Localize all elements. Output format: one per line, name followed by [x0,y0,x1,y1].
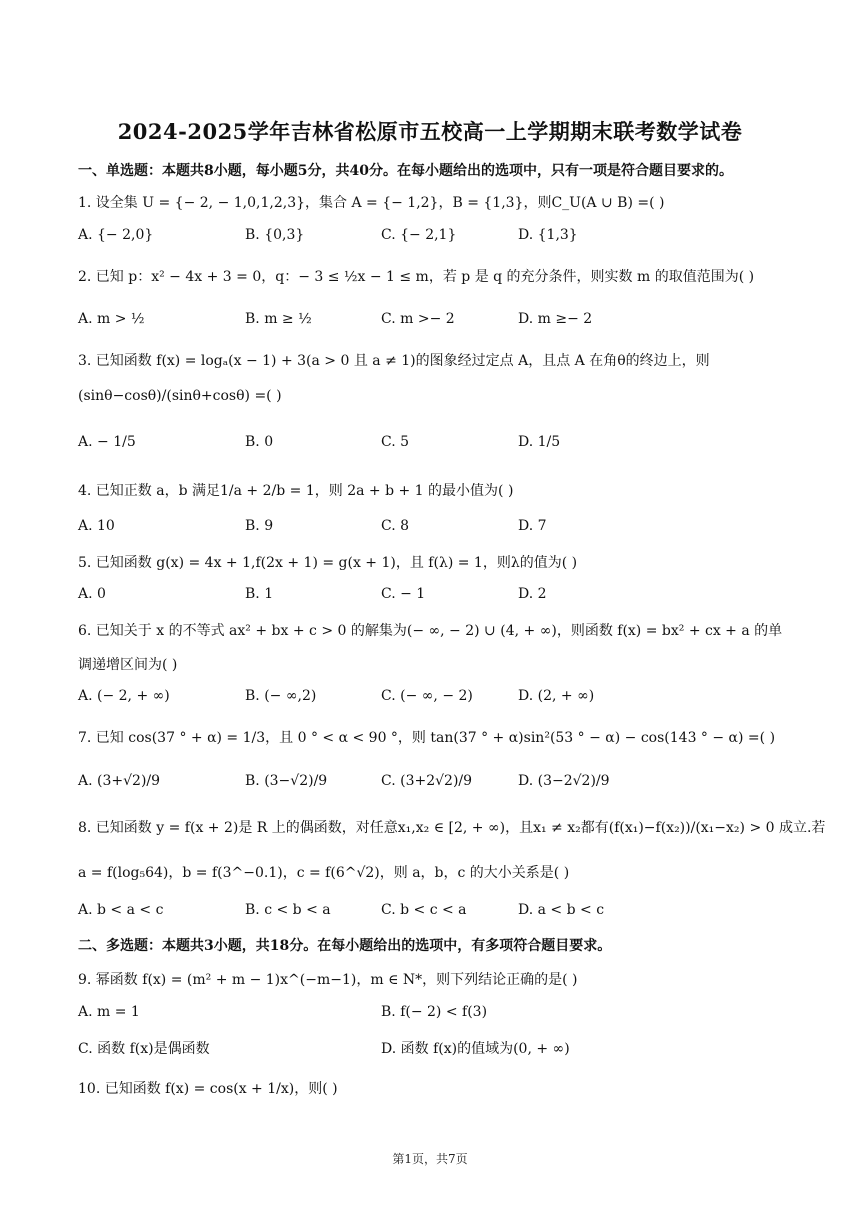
question-6: 6. 已知关于 x 的不等式 ax² + bx + c > 0 的解集为(− ∞, − 2) ∪ (4, + ∞)，则函数 f(x) = bx² + cx + a 的单 [78,623,783,639]
q4-option-d: D. 7 [518,518,547,534]
q6-option-c: C. (− ∞, − 2) [381,688,473,704]
q7-option-b: B. (3−√2)/9 [245,773,328,789]
q4-option-c: C. 8 [381,518,410,534]
q6-option-b: B. (− ∞,2) [245,688,317,704]
q9-option-b: B. f(− 2) < f(3) [381,1004,488,1020]
question-2: 2. 已知 p：x² − 4x + 3 = 0，q：− 3 ≤ ½x − 1 ≤ m，若 p 是 q 的充分条件，则实数 m 的取值范围为( ) [78,269,755,285]
q6-option-a: A. (− 2, + ∞) [78,688,170,704]
q8-option-b: B. c < b < a [245,902,331,918]
q1-option-b: B. {0,3} [245,227,305,243]
question-6-line-2: 调递增区间为( ) [78,657,178,673]
question-10: 10. 已知函数 f(x) = cos(x + 1/x)，则( ) [78,1081,338,1097]
question-4: 4. 已知正数 a，b 满足1/a + 2/b = 1，则 2a + b + 1 的最小值为( ) [78,483,514,499]
q9-option-a: A. m = 1 [78,1004,140,1020]
q1-option-d: D. {1,3} [518,227,578,243]
exam-title: 2024-2025学年吉林省松原市五校高一上学期期末联考数学试卷 [117,119,743,144]
question-3-line-2: (sinθ−cosθ)/(sinθ+cosθ) =( ) [78,388,282,404]
q3-option-b: B. 0 [245,434,274,450]
q4-option-a: A. 10 [78,518,115,534]
q9-option-d: D. 函数 f(x)的值域为(0, + ∞) [381,1041,570,1057]
q7-option-a: A. (3+√2)/9 [78,773,161,789]
question-3: 3. 已知函数 f(x) = logₐ(x − 1) + 3(a > 0 且 a ≠ 1)的图象经过定点 A，且点 A 在角θ的终边上，则 [78,353,710,369]
q2-option-c: C. m >− 2 [381,311,455,327]
q3-option-d: D. 1/5 [518,434,561,450]
q4-option-b: B. 9 [245,518,274,534]
q8-option-c: C. b < c < a [381,902,467,918]
q9-option-c: C. 函数 f(x)是偶函数 [78,1041,210,1057]
q8-option-d: D. a < b < c [518,902,605,918]
question-1: 1. 设全集 U = {− 2, − 1,0,1,2,3}，集合 A = {− 1,2}，B = {1,3}，则C_U(A ∪ B) =( ) [78,195,665,211]
q5-option-d: D. 2 [518,586,547,602]
q5-option-c: C. − 1 [381,586,426,602]
q1-option-c: C. {− 2,1} [381,227,457,243]
q1-option-a: A. {− 2,0} [78,227,154,243]
q5-option-a: A. 0 [78,586,106,602]
q2-option-d: D. m ≥− 2 [518,311,593,327]
q5-option-b: B. 1 [245,586,274,602]
question-8: 8. 已知函数 y = f(x + 2)是 R 上的偶函数，对任意x₁,x₂ ∈ [2, + ∞)，且x₁ ≠ x₂都有(f(x₁)−f(x₂))/(x₁−x₂) > 0 成立.若 [78,820,826,836]
section-heading-single-choice: 一、单选题：本题共8小题，每小题5分，共40分。在每小题给出的选项中，只有一项是符合题目要求的。 [78,163,733,179]
q3-option-c: C. 5 [381,434,410,450]
q6-option-d: D. (2, + ∞) [518,688,595,704]
q7-option-d: D. (3−2√2)/9 [518,773,610,789]
q2-option-b: B. m ≥ ½ [245,311,312,327]
question-5: 5. 已知函数 g(x) = 4x + 1,f(2x + 1) = g(x + 1)，且 f(λ) = 1，则λ的值为( ) [78,555,578,571]
q2-option-a: A. m > ½ [78,311,145,327]
section-heading-multi-choice: 二、多选题：本题共3小题，共18分。在每小题给出的选项中，有多项符合题目要求。 [78,938,612,954]
q8-option-a: A. b < a < c [78,902,164,918]
question-7: 7. 已知 cos(37 ° + α) = 1/3，且 0 ° < α < 90 °，则 tan(37 ° + α)sin²(53 ° − α) − cos(143 ° − α) =( ) [78,730,776,746]
q3-option-a: A. − 1/5 [78,434,136,450]
q7-option-c: C. (3+2√2)/9 [381,773,473,789]
page-footer: 第1页，共7页 [392,1152,468,1166]
question-9: 9. 幂函数 f(x) = (m² + m − 1)x^(−m−1)，m ∈ N*，则下列结论正确的是( ) [78,972,578,988]
question-8-line-2: a = f(log₅64)，b = f(3^−0.1)，c = f(6^√2)，则 a，b，c 的大小关系是( ) [78,865,570,881]
